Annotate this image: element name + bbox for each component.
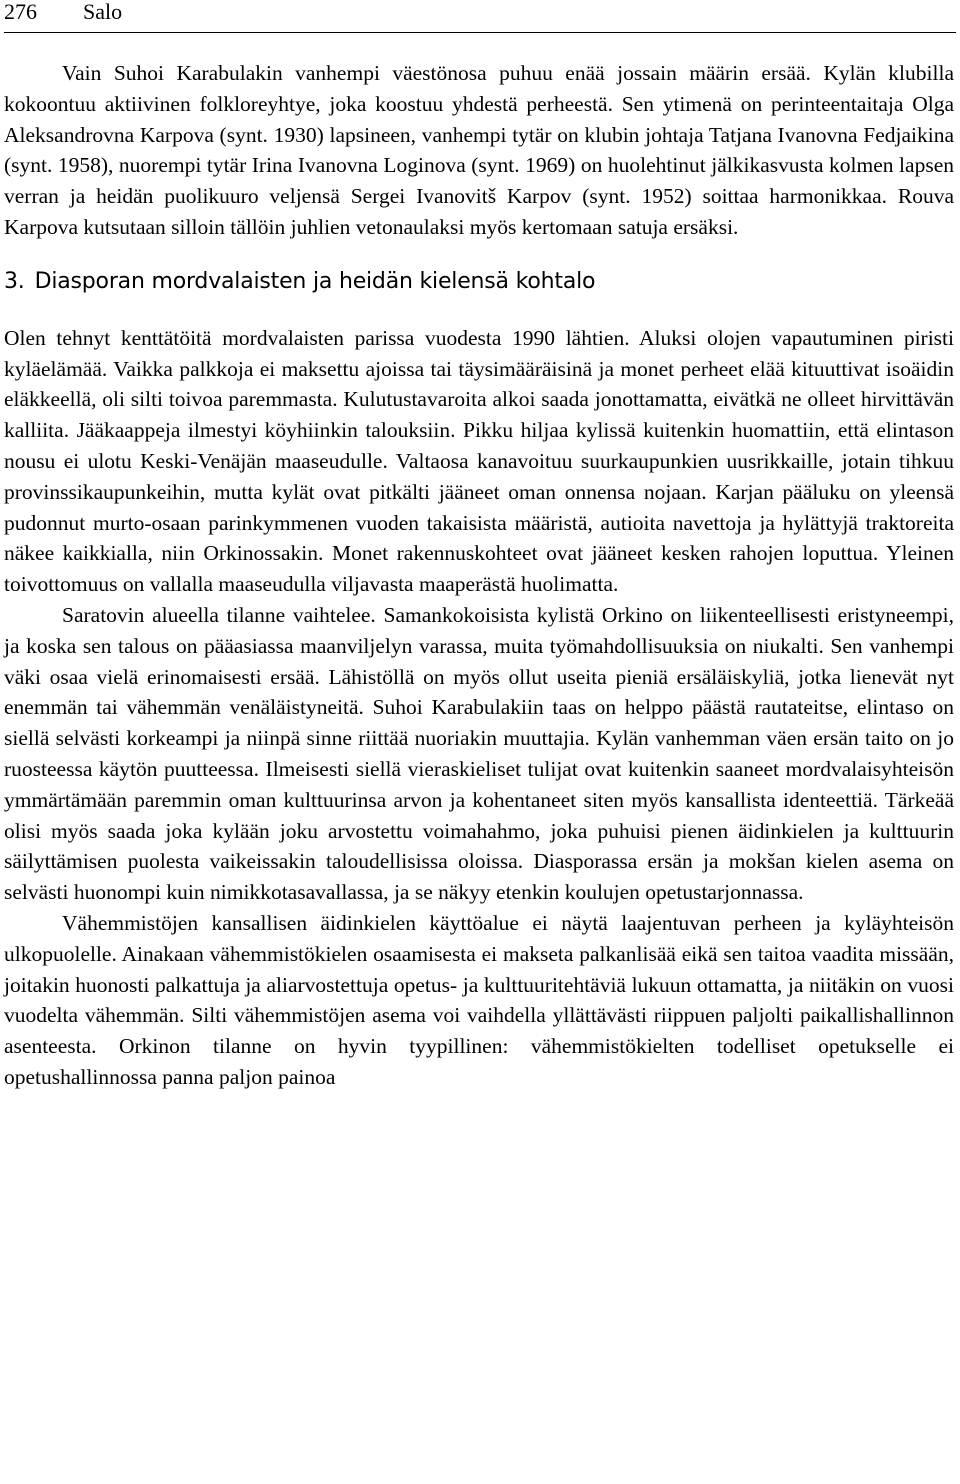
section-title: Diasporan mordvalaisten ja heidän kielensä kohtalo [34,268,596,294]
running-header [4,0,956,33]
body-text [4,58,954,1093]
section-heading [4,267,954,311]
page-number: 276 [4,0,37,24]
paragraph: Vain Suhoi Karabulakin vanhempi väestönosa puhuu enää jossain määrin ersää. Kylän klubilla kokoontuu aktiivinen folkloreyhtye, joka koostuu yhdestä perheestä. Sen ytimenä on perinteentaitaja Olga Aleksandrovna Karpova (synt. 1930) lapsineen, vanhempi tytär on klubin johtaja Tatjana Ivanovna Fedjaikina (synt. 1958), nuorempi tytär Irina Ivanovna Loginova (synt. 1969) on huolehtinut jälkikasvusta kolmen lapsen verran ja heidän puolikuuro veljensä Sergei Ivanovitš Karpov (synt. 1952) soittaa harmonikkaa. Rouva Karpova kutsutaan silloin tällöin juhlien vetonaulaksi myös kertomaan satuja ersäksi. [4,61,954,239]
paragraph: Vähemmistöjen kansallisen äidinkielen käyttöalue ei näytä laajentuvan perheen ja kyläyhteisön ulkopuolelle. Ainakaan vähemmistökielen osaamisesta ei makseta palkanlisää eikä sen taitoa vaadita missään, joitakin huonosti palkattuja ja aliarvostettuja opetus- ja kulttuuritehtäviä lukuun ottamatta, ja niitäkin on vuosi vuodelta vähemmän. Silti vähemmistöjen asema voi vaihdella yllättävästi riippuen paljolti paikallishallinnon asenteesta. Orkinon tilanne on hyvin tyypillinen: vähemmistökielten todelliset opetukselle ei opetushallinnossa panna paljon painoa [4,910,954,1089]
paragraph: Olen tehnyt kenttätöitä mordvalaisten parissa vuodesta 1990 lähtien. Aluksi olojen vapautuminen piristi kyläelämää. Vaikka palkkoja ei maksettu ajoissa tai täysimääräisinä ja monet perheet elää kituuttivat isoäidin eläkkeellä, oli silti toivoa paremmasta. Kulutustavaroita alkoi saada jonottamatta, eivätkä ne olleet hirvittävän kalliita. Jääkaappeja ilmestyi köyhiinkin talouksiin. Pikku hiljaa kylissä kuitenkin huomattiin, että elintason nousu ei ulotu Keski-Venäjän maaseudulle. Valtaosa kanavoituu suurkaupunkien uusrikkaille, jotain tihkuu provinssikaupunkeihin, mutta kylät ovat pitkälti jääneet oman onnensa nojaan. Karjan pääluku on yleensä pudonnut murto-osaan parinkymmenen vuoden takaisista määristä, autioita navettoja ja hylättyjä traktoreita näkee kaikkialla, niin Orkinossakin. Monet rakennuskohteet ovat jääneet kesken rahojen loputtua. Yleinen toivottomuus on vallalla maaseudulla viljavasta maaperästä huolimatta. [4,325,954,597]
running-title: Salo [83,0,123,24]
paragraph: Saratovin alueella tilanne vaihtelee. Samankokoisista kylistä Orkino on liikenteellisesti eristyneempi, ja koska sen talous on pääasiassa maanviljelyn varassa, muita työmahdollisuuksia on niukalti. Sen vanhempi väki osaa vielä erinomaisesti ersää. Lähistöllä on myös ollut useita pieniä ersäläiskyliä, jotka lienevät nyt enemmän tai vähemmän venäläistyneitä. Suhoi Karabulakiin taas on helppo päästä rautateitse, elintaso on siellä selvästi korkeampi ja niinpä sinne riittää nuoriakin muuttajia. Kylän vanhemman väen ersän taito on jo ruosteessa käytön puutteessa. Ilmeisesti siellä vieraskieliset tulijat ovat kuitenkin saaneet mordvalaisyhteisön ymmärtämään paremmin oman kulttuurinsa arvon ja kohentaneet siten myös kansallista identeettiä. Tärkeää olisi myös saada joka kylään joku arvostettu voimahahmo, joka puhuisi pienen äidinkielen ja kulttuurin säilyttämisen puolesta vaikeissakin taloudellisissa oloissa. Diasporassa ersän ja mokšan kielen asema on selvästi huonompi kuin nimikkotasavallassa, ja se näkyy etenkin koulujen opetustarjonnassa. [4,602,954,905]
section-number: 3. [4,268,25,294]
